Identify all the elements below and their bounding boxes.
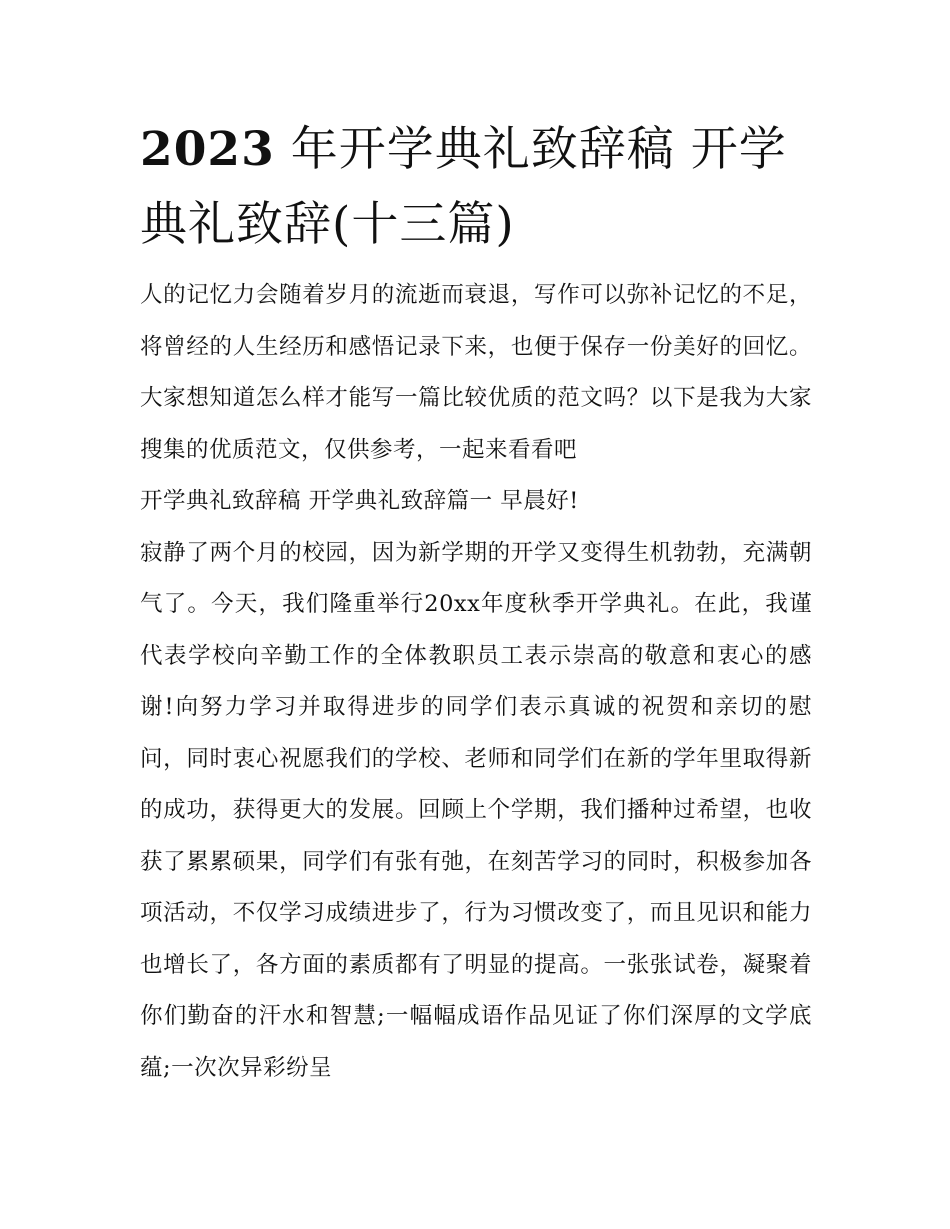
body-paragraph: 寂静了两个月的校园，因为新学期的开学又变得生机勃勃，充满朝气了。今天，我们隆重举行20xx年度秋季开学典礼。在此，我谨代表学校向辛勤工作的全体教职员工表示崇高的敬意和衷心的感谢!向努力学习并取得进步的同学们表示真诚的祝贺和亲切的慰问，同时衷心祝愿我们的学校、老师和同学们在新的学年里取得新的成功，获得更大的发展。回顾上个学期，我们播种过希望，也收获了累累硕果，同学们有张有弛，在刻苦学习的同时，积极参加各项活动，不仅学习成绩进步了，行为习惯改变了，而且见识和能力也增长了，各方面的素质都有了明显的提高。一张张试卷，凝聚着你们勤奋的汗水和智慧;一幅幅成语作品见证了你们深厚的文学底蕴;一次次异彩纷呈 <box>140 539 812 1081</box>
document-title <box>140 112 812 262</box>
section-heading: 开学典礼致辞稿 开学典礼致辞篇一 早晨好! <box>140 488 579 514</box>
document-page <box>140 112 812 1094</box>
title-year: 2023 <box>140 122 275 177</box>
title-text: 年开学典礼致辞稿 开学典礼致辞(十三篇) <box>140 122 787 252</box>
intro-paragraph: 人的记忆力会随着岁月的流逝而衰退，写作可以弥补记忆的不足，将曾经的人生经历和感悟记录下来，也便于保存一份美好的回忆。大家想知道怎么样才能写一篇比较优质的范文吗？以下是我为大家搜集的优质范文，仅供参考，一起来看看吧 <box>140 282 812 463</box>
